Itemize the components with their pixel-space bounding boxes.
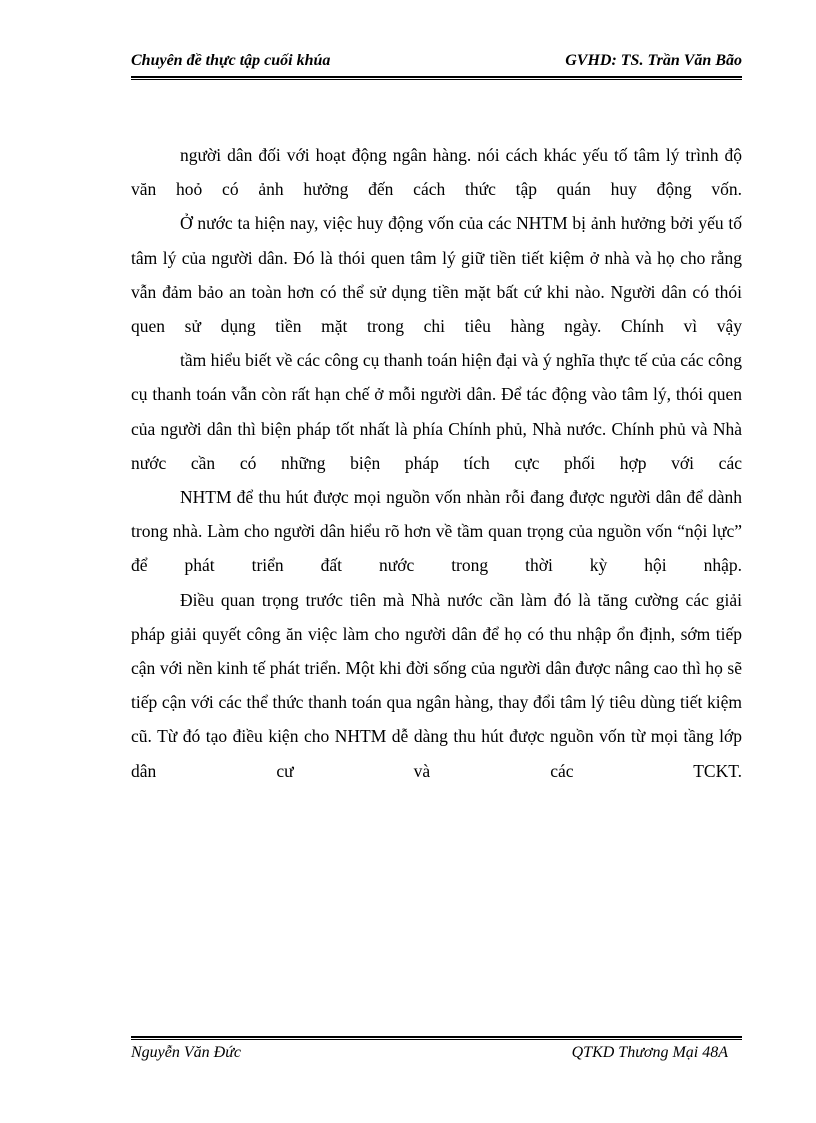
body-paragraph: NHTM để thu hút được mọi nguồn vốn nhàn rỗi đang được người dân để dành trong nhà. Làm cho người dân hiểu rõ hơn về tầm quan trọng của nguồn vốn “nội lực” để phát triển đất nước trong thời kỳ hội nhập. bbox=[131, 487, 742, 576]
footer-class: QTKD Thương Mại 48A bbox=[571, 1044, 728, 1061]
footer-divider bbox=[131, 1036, 742, 1040]
body-paragraph: Điều quan trọng trước tiên mà Nhà nước cần làm đó là tăng cường các giải pháp giải quyết công ăn việc làm cho người dân để họ có thu nhập ổn định, sớm tiếp cận với nền kinh tế phát triển. Một khi đời sống của người dân được nâng cao thì họ sẽ tiếp cận với các thể thức thanh toán qua ngân hàng, thay đổi tâm lý tiêu dùng tiết kiệm cũ. Từ đó tạo điều kiện cho NHTM dễ dàng thu hút được nguồn vốn từ mọi tầng lớp dân cư và các TCKT. bbox=[131, 589, 742, 781]
footer-author: Nguyễn Văn Đức bbox=[131, 1044, 242, 1061]
page-header bbox=[131, 50, 742, 78]
page-body bbox=[131, 138, 742, 788]
body-paragraph: Ở nước ta hiện nay, việc huy động vốn của các NHTM bị ảnh hưởng bởi yếu tố tâm lý của người dân. Đó là thói quen tâm lý giữ tiền tiết kiệm ở nhà và họ cho rằng vẫn đảm bảo an toàn hơn có thể sử dụng tiền mặt bất cứ khi nào. Người dân có thói quen sử dụng tiền mặt trong chi tiêu hàng ngày. Chính vì vậy bbox=[131, 213, 742, 337]
page-footer bbox=[131, 1042, 742, 1066]
body-paragraph: tầm hiểu biết về các công cụ thanh toán hiện đại và ý nghĩa thực tế của các công cụ thanh toán vẫn còn rất hạn chế ở mỗi người dân. Để tác động vào tâm lý, thói quen của người dân thì biện pháp tốt nhất là phía Chính phủ, Nhà nước. Chính phủ và Nhà nước cần có những biện pháp tích cực phối hợp với các bbox=[131, 350, 742, 473]
header-divider bbox=[131, 76, 742, 80]
body-paragraph: người dân đối với hoạt động ngân hàng. nói cách khác yếu tố tâm lý trình độ văn hoỏ có ảnh hưởng đến cách thức tập quán huy động vốn. bbox=[131, 145, 742, 200]
header-supervisor: GVHD: TS. Trần Văn Bão bbox=[565, 52, 742, 69]
header-document-title: Chuyên đề thực tập cuối khúa bbox=[131, 52, 331, 69]
